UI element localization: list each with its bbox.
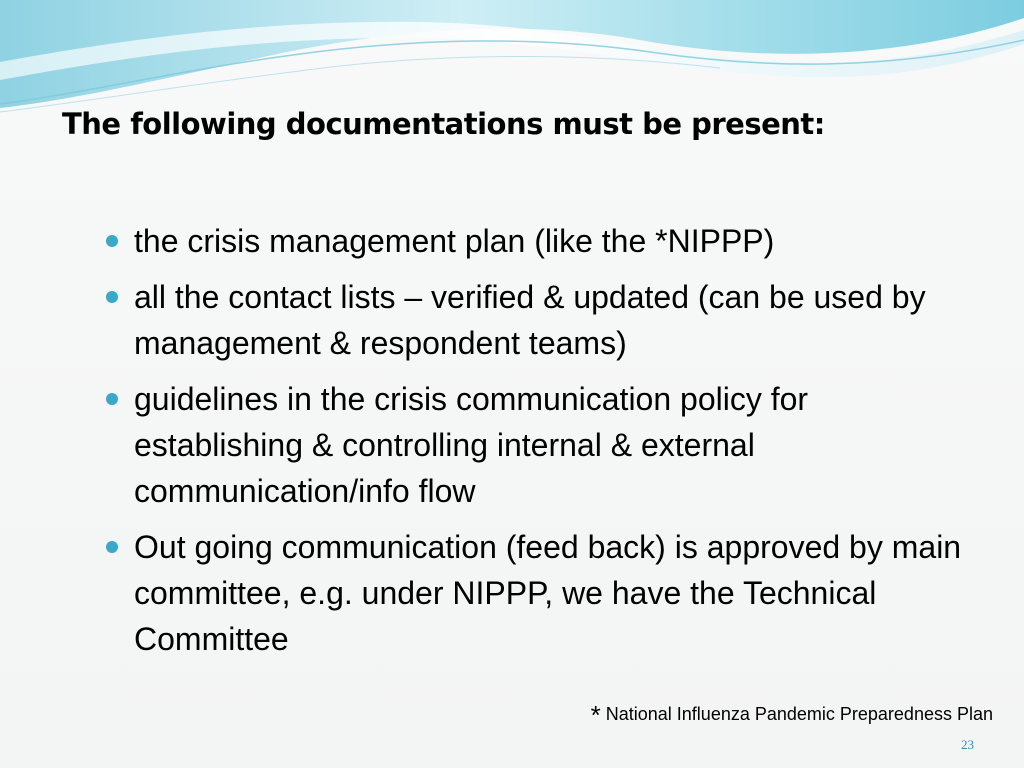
bullet-text: Out going communication (feed back) is approved by main committee, e.g. under NIPPP, we have the Technical Committee — [134, 529, 962, 657]
bullet-dot-icon — [106, 235, 118, 247]
footnote-text: National Influenza Pandemic Preparedness Plan — [605, 704, 993, 724]
bullet-text: guidelines in the crisis communication policy for establishing & controlling internal & external communication/info flow — [134, 381, 809, 509]
bullet-dot-icon — [106, 291, 118, 303]
footnote — [590, 700, 993, 735]
slide-title: The following documentations must be present: — [62, 107, 825, 141]
bullet-item — [104, 218, 984, 264]
bullet-list — [104, 218, 984, 672]
bullet-item — [104, 524, 984, 662]
bullet-text: all the contact lists – verified & updated (can be used by management & respondent teams) — [134, 279, 926, 361]
page-number: 23 — [961, 737, 974, 752]
bullet-text: the crisis management plan (like the *NIPPP) — [134, 223, 775, 259]
bullet-dot-icon — [106, 541, 118, 553]
footnote-marker: * — [590, 700, 601, 730]
bullet-item — [104, 274, 984, 366]
bullet-dot-icon — [106, 393, 118, 405]
bullet-item — [104, 376, 984, 514]
